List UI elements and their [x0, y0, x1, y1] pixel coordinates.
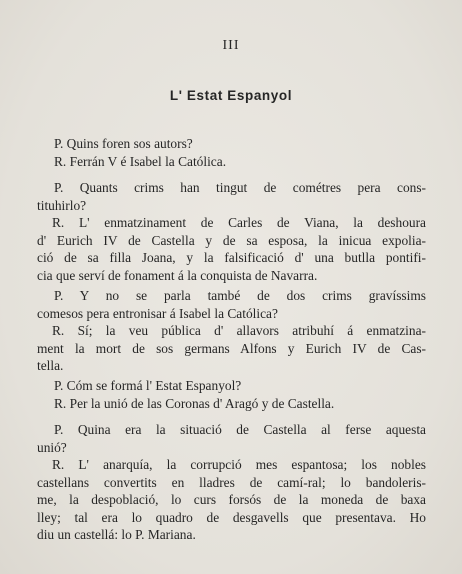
text-line: comesos pera entronisar á Isabel la Católica?	[37, 305, 278, 321]
paragraph-crimes	[37, 179, 426, 284]
text-line: tella.	[37, 358, 64, 373]
text-line: ment la mort de sos germans Alfons y Eurich IV de Cas-	[37, 340, 426, 356]
question-line: P. Quina era la situació de Castella al ferse aquesta	[54, 422, 426, 437]
question-line: P. Y no se parla també de dos crims gravíssims	[54, 288, 426, 303]
text-line: unió?	[37, 439, 67, 455]
text-line: lley; tal era lo quadro de desgavells que presentava. Ho	[37, 509, 426, 525]
chapter-number: III	[222, 38, 240, 53]
answer-line: R. L' enmatzinament de Carles de Viana, la deshoura	[52, 215, 426, 230]
answer-line: R. Sí; la veu pública d' allavors atribuhí á enmatzina-	[52, 323, 426, 338]
text-line: cia que serví de fonament á la conquista de Navarra.	[37, 267, 318, 283]
page-title: L' Estat Espanyol	[169, 88, 293, 103]
answer-line: R. L' anarquía, la corrupció mes espantosa; los nobles	[52, 457, 426, 472]
text-line: d' Eurich IV de Castella y de sa esposa, la inicua expolia-	[37, 232, 426, 248]
question-line: P. Quants crims han tingut de cométres pera cons-	[54, 180, 426, 195]
text-line: me, la despoblació, lo curs forsós de la moneda de baxa	[37, 492, 426, 507]
paragraph-situation	[37, 421, 426, 544]
text-line: diu un castellá: lo P. Mariana.	[37, 527, 196, 542]
paragraph-formation	[37, 377, 426, 412]
paragraph-authors	[37, 135, 426, 170]
question-line: P. Quins foren sos autors?	[54, 136, 193, 151]
question-line: P. Cóm se formá l' Estat Espanyol?	[54, 378, 242, 393]
text-line: ció de sa filla Joana, y la falsificació d' una butlla pontifi-	[37, 250, 426, 265]
answer-line: R. Per la unió de las Coronas d' Aragó y de Castella.	[54, 395, 335, 411]
text-line: tituhirlo?	[37, 197, 87, 213]
paragraph-grave-crimes	[37, 287, 426, 375]
answer-line: R. Ferrán V é Isabel la Católica.	[54, 153, 227, 169]
text-line: castellans convertits en lladres de camí-ral; lo bandoleris-	[37, 474, 426, 490]
